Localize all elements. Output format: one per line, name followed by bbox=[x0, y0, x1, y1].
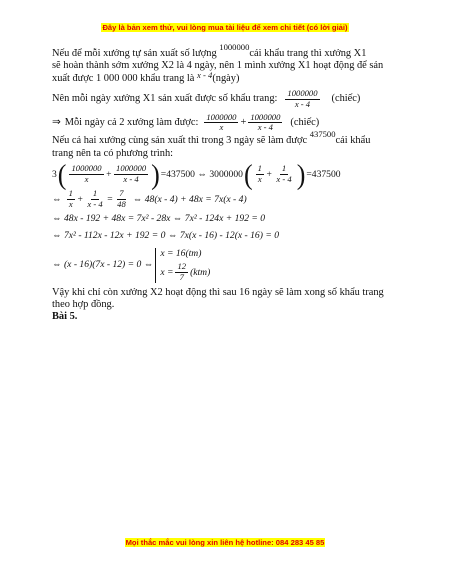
implies-icon: ⇒ bbox=[52, 116, 61, 128]
paragraph-1: Nếu để mỗi xưởng tự sản xuất số lượng $^{1000000}$cái khẩu trang thì xưởng X1 sẽ hoàn thành sớm xưởng X2 là 4 ngày, nên 1 mình xưởng X1 hoạt động để sản xuất được 1 000 000 khẩu trang là $^{x - 4}$(ngày) bbox=[52, 42, 384, 84]
equation-5: ⇔ (x - 16)(7x - 12) = 0 ⇔ x = 16(tm) x = $\frac{12}{7}$ (ktm) bbox=[52, 247, 211, 282]
paragraph-2: Nên mỗi ngày xưởng X1 sản xuất được số khẩu trang: $\frac{1000000}{x - 4}$ (chiếc) bbox=[52, 87, 361, 109]
paragraph-4: Nếu cả hai xưởng cùng sản xuất thì trong 3 ngày sẽ làm được $^{437500}$cái khẩu trang nên ta có phương trình: bbox=[52, 129, 371, 159]
equation-2: ⇔ $\frac{1}{x}$ + $\frac{1}{x - 4}$ = $\frac{7}{48}$ ⇔ 48(x - 4) + 48x = 7x(x - 4) bbox=[52, 188, 247, 210]
preview-notice: Đây là bản xem thử, vui lòng mua tài liệu để xem chi tiết (có lời giải) bbox=[102, 23, 348, 32]
document-body bbox=[52, 42, 402, 323]
case-brace: x = 16(tm) x = $\frac{12}{7}$ (ktm) bbox=[155, 248, 210, 283]
equation-1: 3 ( $\frac{1000000}{x}$ + $\frac{1000000}{x - 4}$ ) =437500 ⇔ 3000000 ( $\frac{1}{x}$ + $\frac{1}{x - 4}$ ) =437500 bbox=[52, 158, 341, 191]
equation-3: ⇔ 48x - 192 + 48x = 7x² - 28x ⇔ 7x² - 124x + 192 = 0 bbox=[52, 212, 266, 224]
hotline-notice: Mọi thắc mắc vui lòng xin liên hệ hotline: 084 283 45 85 bbox=[125, 538, 325, 547]
paragraph-3: ⇒ Mỗi ngày cả 2 xưởng làm được: $\frac{1000000}{x}$ + $\frac{1000000}{x - 4}$ (chiếc) bbox=[52, 111, 320, 133]
conclusion: Vậy khi chỉ còn xưởng X2 hoạt động thì sau 16 ngày sẽ làm xong số khẩu trang theo hợp đồng. bbox=[52, 286, 384, 310]
equation-4: ⇔ 7x² - 112x - 12x + 192 = 0 ⇔ 7x(x - 16) - 12(x - 16) = 0 bbox=[52, 230, 279, 242]
next-problem-heading: Bài 5. bbox=[52, 311, 78, 323]
